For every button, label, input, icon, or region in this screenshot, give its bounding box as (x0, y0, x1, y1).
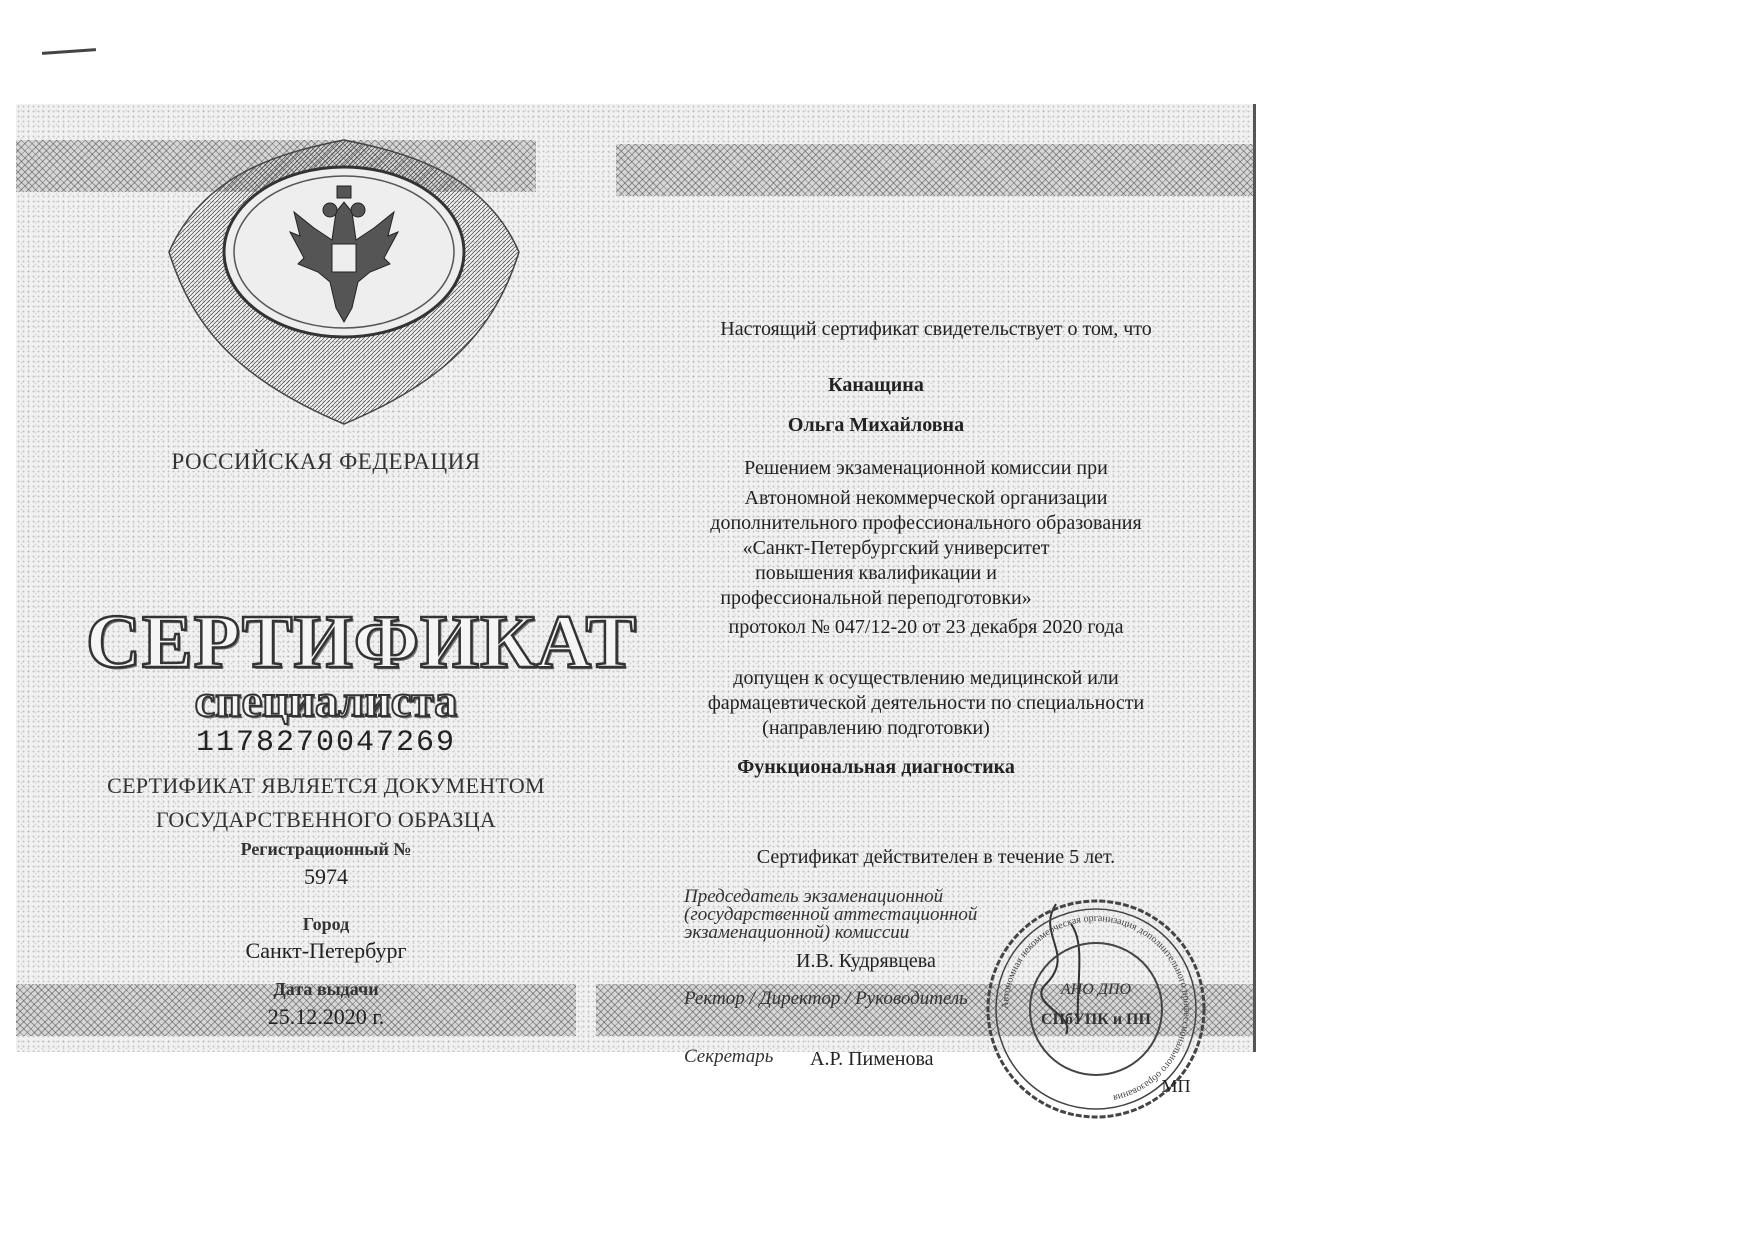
admit-line3: (направлению подготовки) (762, 717, 990, 739)
validity-text: Сертификат действителен в течение 5 лет. (756, 846, 1116, 868)
secretary-label: Секретарь (684, 1046, 774, 1067)
reg-number-label: Регистрационный № (240, 839, 412, 859)
holder-surname: Канащина (828, 374, 924, 396)
issue-date-label: Дата выдачи (273, 979, 379, 999)
chair-name: И.В. Кудрявцева (796, 950, 936, 972)
protocol-text: протокол № 047/12-20 от 23 декабря 2020 года (728, 616, 1124, 638)
issue-date-value: 25.12.2020 г. (267, 1004, 385, 1029)
double-headed-eagle-icon (154, 132, 534, 432)
certificate-subtitle: специалиста (194, 675, 458, 726)
org-line1: Автономной некоммерческой организации (744, 487, 1108, 509)
specialty-name: Функциональная диагностика (737, 756, 1015, 778)
stamp-mark: МП (1161, 1076, 1191, 1096)
admit-line2: фармацевтической деятельности по специальности (707, 692, 1145, 714)
rector-label: Ректор / Директор / Руководитель (684, 988, 968, 1009)
certificate-edge (1253, 104, 1256, 1052)
emblem-ornament (154, 132, 534, 432)
decision-text: Решением экзаменационной комиссии при (744, 457, 1108, 479)
chair-label-line2: (государственной аттестационной (684, 904, 978, 925)
reg-number-value: 5974 (304, 864, 348, 889)
org-line3: «Санкт-Петербургский университет (742, 537, 1050, 559)
serial-number: 1178270047269 (195, 726, 457, 760)
chair-label-line3: экзаменационной) комиссии (684, 922, 910, 943)
city-value: Санкт-Петербург (245, 938, 407, 963)
intro-text: Настоящий сертификат свидетельствует о том, что (720, 318, 1152, 340)
city-label: Город (302, 914, 350, 934)
document-note-line1: СЕРТИФИКАТ ЯВЛЯЕТСЯ ДОКУМЕНТОМ (107, 773, 545, 798)
stamp-center-text: СПбУПК и ПП (1041, 1011, 1151, 1028)
org-line5: профессиональной переподготовки» (720, 587, 1032, 609)
document-note (66, 769, 586, 837)
holder-name: Ольга Михайловна (787, 414, 965, 436)
stamp-ring-text: Автономная некоммерческая организация дополнительного профессионального образования (999, 912, 1193, 1104)
org-line2: дополнительного профессионального образования (710, 512, 1142, 534)
chair-label-line1: Председатель экзаменационной (684, 886, 944, 907)
document-note-line2: ГОСУДАРСТВЕННОГО ОБРАЗЦА (155, 807, 497, 832)
stamp-small-text: АНО ДПО (1060, 981, 1132, 998)
certificate-title: СЕРТИФИКАТ (86, 600, 638, 684)
org-line4: повышения квалификации и (755, 562, 997, 584)
country-name: РОССИЙСКАЯ ФЕДЕРАЦИЯ (171, 449, 481, 474)
admit-line1: допущен к осуществлению медицинской или (733, 667, 1119, 689)
secretary-name: А.Р. Пименова (810, 1048, 934, 1070)
scan-mark (42, 48, 96, 55)
certificate (16, 104, 1256, 1104)
guilloche-band-top-right (616, 144, 1256, 196)
